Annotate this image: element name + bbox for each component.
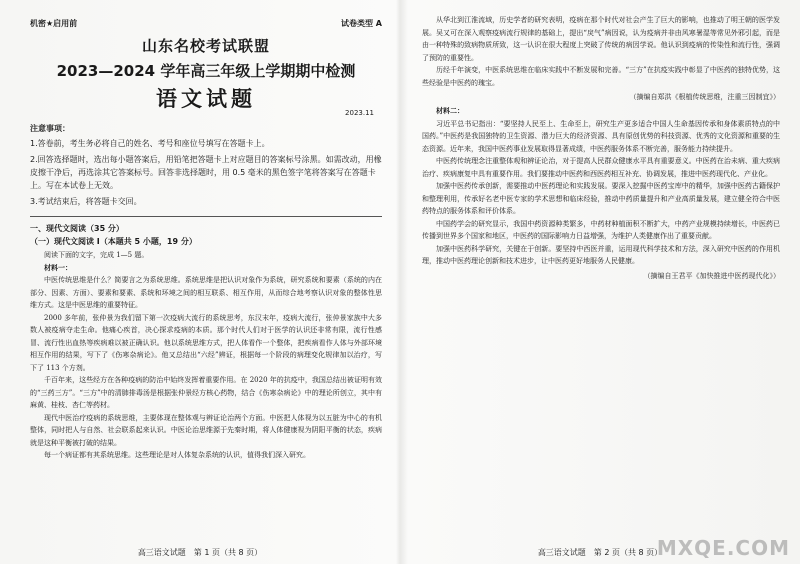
- exam-type-label: 试卷类型 A: [341, 19, 382, 28]
- source-citation: （摘编自郑洪《根植传统思维，注重三因制宜》）: [629, 93, 780, 101]
- subject-title: 语文试题: [156, 86, 256, 111]
- header-topline: [30, 18, 382, 29]
- notice-heading: 注意事项：: [30, 124, 70, 133]
- source-citation: （摘编自王君平《加快推进中医药现代化》）: [643, 271, 780, 280]
- paragraph: 加强中医药科学研究，关键在于创新。要坚持中西医并重，运用现代科学技术和方法，深入研究中医药的作用机理，推动中医药理论创新和技术进步，让中医药更好地服务人民健康。: [422, 244, 780, 265]
- notice-item: 3.考试结束后，将答题卡交回。: [30, 197, 142, 206]
- paragraph: 千百年来，这些经方在各种疫病的防治中始终发挥着重要作用。在 2020 年的抗疫中，我国总结出被证明有效的“三药三方”。“三方”中的清肺排毒汤是根据张仲景经方核心药物，结合《伤寒杂病论》中的理论所创立，其中有麻黄、桂枝、杏仁等药材。: [30, 376, 382, 409]
- paragraph: 加强中医药传承创新，需要推动中医药理论和实践发展。要深入挖掘中医药宝库中的精华，加强中医药古籍保护和整理利用，传承好名老中医专家的学术思想和临床经验，推动中药质量提升和产业高质量发展，建立健全符合中医药特点的服务体系和评价体系。: [422, 182, 780, 215]
- watermark-logo: MXQE.COM: [656, 536, 790, 560]
- instruction: 阅读下面的文字，完成 1—5 题。: [44, 251, 149, 259]
- page-right: [400, 0, 800, 564]
- material2-label: 材料二：: [436, 107, 464, 115]
- exam-term-title: 2023—2024 学年高三年级上学期期中检测: [56, 62, 356, 80]
- notice-item: 2.回答选择题时，选出每小题答案后，用铅笔把答题卡上对应题目的答案标号涂黑。如需改动，用橡皮擦干净后，再选涂其它答案标号。回答非选择题时，用 0.5 毫米的黑色签字笔将答案写在答题卡上。写在本试卷上无效。: [30, 155, 382, 190]
- paragraph: 历经千年演变，中医系统思维在临床实践中不断发展和完善。“三方”在抗疫实践中彰显了中医药的独特优势，这些经验是中医药的瑰宝。: [422, 66, 780, 87]
- paragraph: 中医传统思维是什么？简要言之为系统思维。系统思维是把认识对象作为系统，研究系统和要素（系统的内在部分、因素、方面）、要素和要素、系统和环境之间的相互联系、相互作用，从而综合地考察认识对象的整体性思维方式。这是中医思维的重要特征。: [30, 276, 382, 309]
- secret-label: 机密★启用前: [30, 19, 78, 28]
- paragraph: 习近平总书记指出：“要坚持人民至上、生命至上，研究生产更多适合中国人生命基因传承和身体素质特点的中国药。”中医药是我国独特的卫生资源、潜力巨大的经济资源、具有原创优势的科技资源、优秀的文化资源和重要的生态资源。近年来，我国中医药事业发展取得显著成绩，中医药服务体系不断完善，服务能力持续提升。: [422, 119, 780, 153]
- exam-union-title: 山东名校考试联盟: [141, 37, 270, 55]
- paragraph: 2000 多年前，张仲景为我们留下第一次疫病大流行的系统思考，东汉末年，疫病大流行，张仲景家族中大多数人被疫病夺走生命。他痛心疾首，决心探求疫病的本质。那个时代人们对于医学的认识还非常有限，流行性感冒、流行性出血热等疾病难以被正确认识。他以系统思维方式，把人体看作一个整体，把疾病看作人体与外部环境相互作用的结果，写下了《伤寒杂病论》。他又总结出“六经”辨证，根据每一个阶段的病理变化规律加以治疗，写下了 113 个方剂。: [30, 313, 382, 372]
- paragraph: 中国药学会的研究显示，我国中药资源种类繁多，中药材种植面积不断扩大，中药产业规模持续增长，中医药已传播到世界多个国家和地区，中医药的国际影响力日益增强，为维护人类健康作出了重要贡献。: [422, 219, 780, 240]
- paragraph: 中医药传统理念注重整体观和辨证论治，对于提高人民群众健康水平具有重要意义。中医药在治未病、重大疾病治疗、疾病康复中具有重要作用。我们要推动中医药和西医药相互补充、协调发展，推进中医药现代化、产业化。: [422, 157, 780, 178]
- material1-label: 材料一：: [44, 263, 72, 272]
- section-title: 一、现代文阅读（35 分）: [30, 224, 124, 233]
- exam-date: 2023.11: [345, 109, 374, 117]
- paragraph: 从华北到江淮流域，历史学者的研究表明，疫病在那个时代对社会产生了巨大的影响，也推动了明王朝的医学发展。吴又可在深入观察疫病流行规律的基础上，提出“戾气”病因说，认为疫病并非由风寒暑湿等常见外邪引起，而是由一种特殊的致病物质所致，这一认识在很大程度上突破了传统的病因学说。他认识到疫病的传染性和流行性，强调了预防的重要性。: [422, 16, 780, 62]
- notice-block: [30, 123, 382, 208]
- paragraph: 每一个病证都有其系统思维。这些理论是对人体复杂系统的认识，值得我们深入研究。: [44, 451, 310, 459]
- page-footer-right: 高三语文试题 第 2 页（共 8 页）: [537, 548, 663, 557]
- notice-item: 1.答卷前，考生务必将自己的姓名、考号和座位号填写在答题卡上。: [30, 139, 270, 148]
- paragraph: 现代中医治疗疫病的系统思维，主要体现在整体观与辨证论治两个方面。中医把人体视为以五脏为中心的有机整体，同时把人与自然、社会联系起来认识。中医论治思维源于先秦时期，将人体健康视为阴阳平衡的状态，疾病就是这种平衡被打破的结果。: [30, 413, 382, 447]
- page-footer-left: 高三语文试题 第 1 页（共 8 页）: [137, 548, 263, 557]
- divider: [30, 216, 382, 217]
- sub-section-title: （一）现代文阅读 I（本题共 5 小题，19 分）: [30, 237, 197, 246]
